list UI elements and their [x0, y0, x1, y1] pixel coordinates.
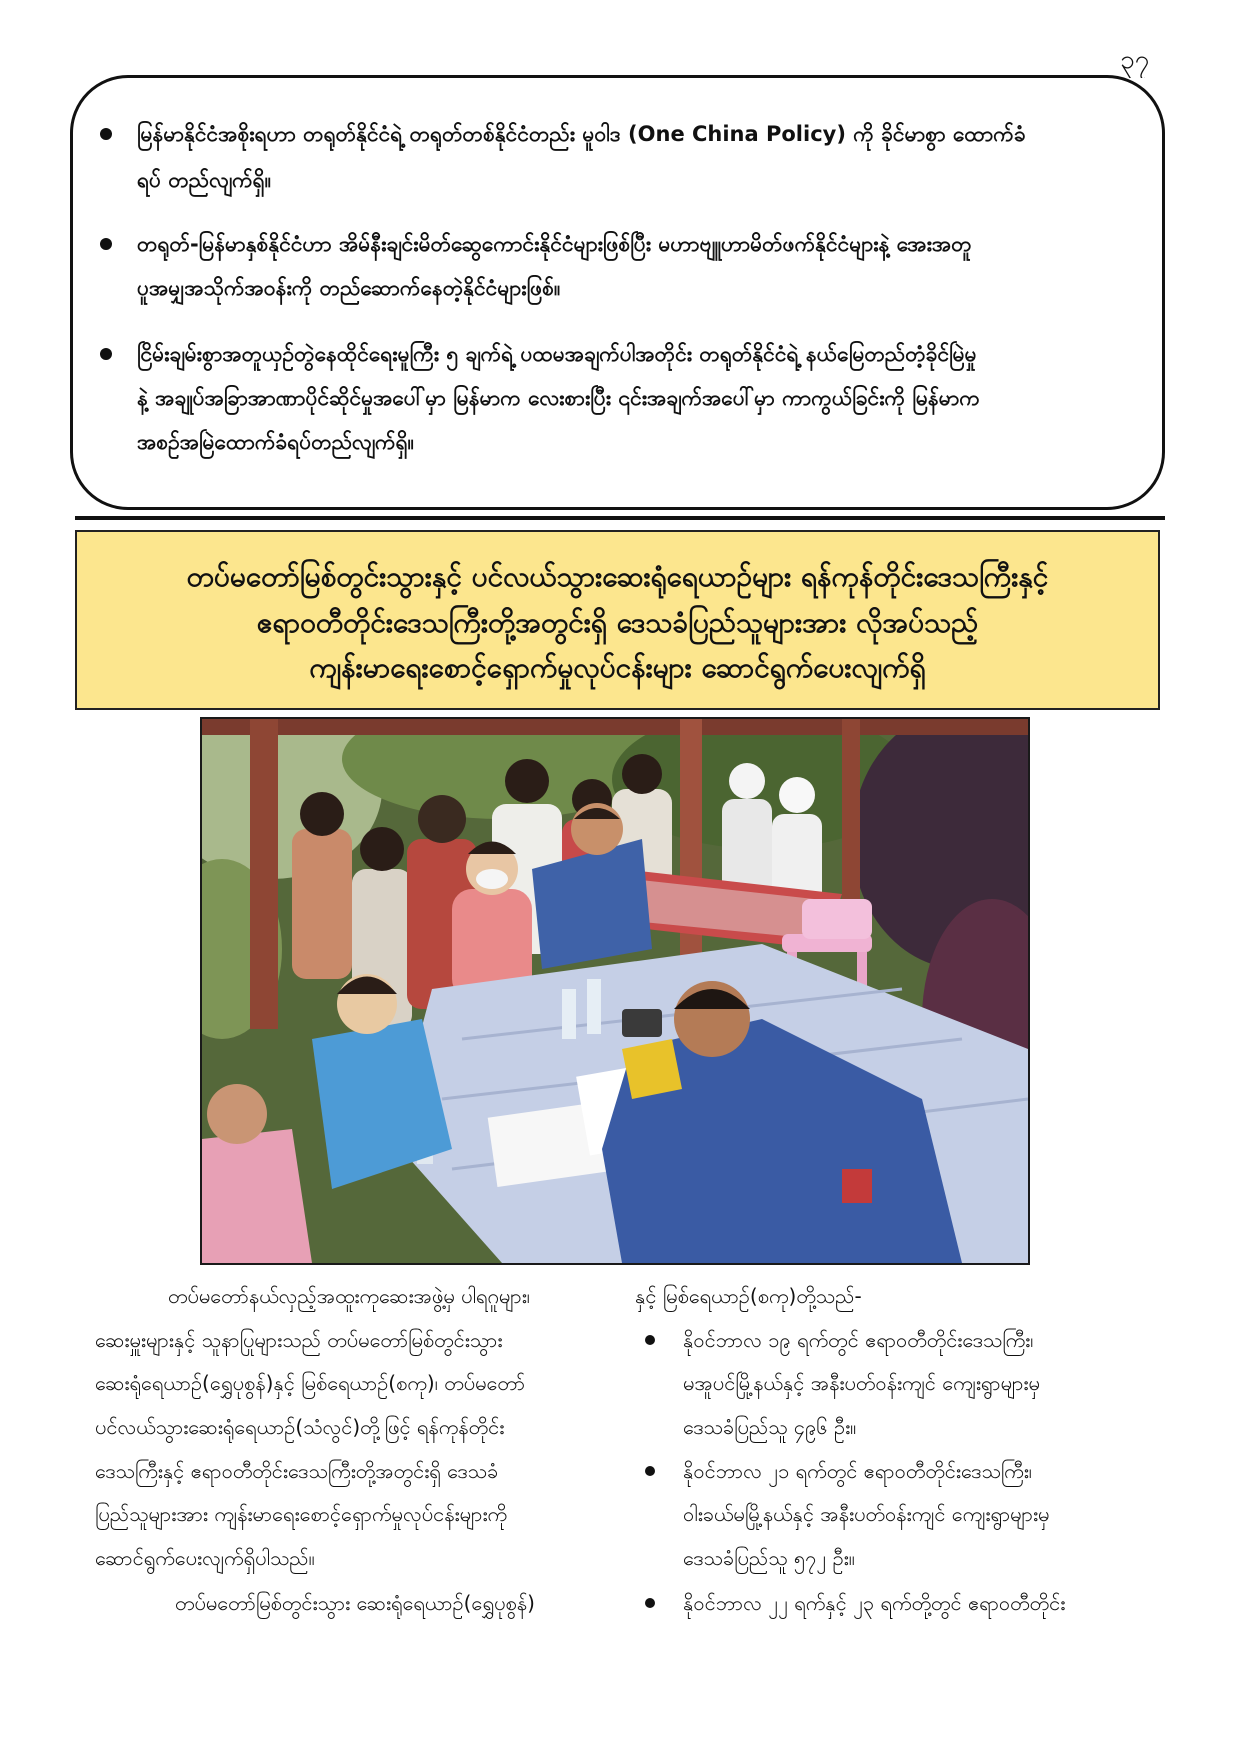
list-item-2-line-3: ဒေသခံပြည်သူ ၅၇၂ ဦး။ [683, 1546, 855, 1570]
bullet-icon [645, 1335, 655, 1345]
list-item-2-line-2: ဝါးခယ်မမြို့နယ်နှင့် အနီးပတ်ဝန်းကျင် ကျေးရွာများမှ [683, 1502, 1050, 1526]
right-column-intro: နှင့် မြစ်ရေယာဉ်(စကု)တို့သည်- [635, 1284, 862, 1308]
paragraph-1-line-2: ဆေးမှူးများနှင့် သူနာပြုများသည် တပ်မတော်မြစ်တွင်းသွား [95, 1328, 503, 1352]
summary-bullet-2-line-1: တရုတ်-မြန်မာနှစ်နိုင်ငံဟာ အိမ်နီးချင်းမိတ်ဆွေကောင်းနိုင်ငံများဖြစ်ပြီး မဟာဗျူဟာမိတ်ဖက်နိုင်ငံများနဲ့ အေးအတူ [137, 232, 972, 256]
headline-line-2: ဧရာဝတီတိုင်းဒေသကြီးတို့အတွင်းရှိ ဒေသခံပြည်သူများအား လိုအပ်သည့် [256, 606, 979, 639]
paragraph-1-line-6: ပြည်သူများအား ကျန်းမာရေးစောင့်ရှောက်မှုလုပ်ငန်းများကို [95, 1502, 508, 1526]
paragraph-1-line-3: ဆေးရုံရေယာဉ်(ရွှေပုစွန်)နှင့် မြစ်ရေယာဉ်(စကု)၊ တပ်မတော် [95, 1371, 526, 1395]
list-item-3-line-1: နိုဝင်ဘာလ ၂၂ ရက်နှင့် ၂၃ ရက်တို့တွင် ဧရာဝတီတိုင်း [683, 1591, 1066, 1615]
list-item-1-line-3: ဒေသခံပြည်သူ ၄၉၆ ဦး။ [683, 1415, 857, 1439]
headline-line-3: ကျန်းမာရေးစောင့်ရှောက်မှုလုပ်ငန်းများ ဆောင်ရွက်ပေးလျက်ရှိ [309, 651, 926, 684]
list-item-1-line-1: နိုဝင်ဘာလ ၁၉ ရက်တွင် ဧရာဝတီတိုင်းဒေသကြီး၊ [683, 1328, 1034, 1352]
section-divider [75, 516, 1165, 520]
headline-box [75, 530, 1160, 710]
article-left-column [95, 1276, 600, 1656]
yellow-bag [622, 1039, 682, 1099]
summary-box [70, 75, 1165, 510]
bullet-icon [100, 348, 112, 360]
bullet-icon [645, 1466, 655, 1476]
summary-bullet-1-line-2: ရပ် တည်လျက်ရှိ။ [137, 168, 272, 192]
bullet-icon [100, 128, 112, 140]
paragraph-1-line-5: ဒေသကြီးနှင့် ဧရာဝတီတိုင်းဒေသကြီးတို့အတွင်းရှိ ဒေသခံ [95, 1459, 499, 1483]
photo-illustration [202, 719, 1028, 1263]
summary-bullet-3-line-1: ငြိမ်းချမ်းစွာအတူယှဉ်တွဲနေထိုင်ရေးမူကြီး ၅ ချက်ရဲ့ ပထမအချက်ပါအတိုင်း တရုတ်နိုင်ငံရဲ့ နယ်မြေတည်တံ့ခိုင်မြဲမှု [137, 342, 977, 366]
paragraph-1-line-7: ဆောင်ရွက်ပေးလျက်ရှိပါသည်။ [95, 1546, 315, 1570]
article-photo [200, 717, 1030, 1265]
summary-bullet-2-line-2: ပူအမျှအသိုက်အဝန်းကို တည်ဆောက်နေတဲ့နိုင်ငံများဖြစ်။ [137, 276, 561, 300]
bullet-icon [100, 238, 112, 250]
paragraph-2-line-1: တပ်မတော်မြစ်တွင်းသွား ဆေးရုံရေယာဉ်(ရွှေပုစွန်) [175, 1591, 535, 1615]
article-right-column [635, 1276, 1150, 1656]
headline-line-1: တပ်မတော်မြစ်တွင်းသွားနှင့် ပင်လယ်သွားဆေးရုံရေယာဉ်များ ရန်ကုန်တိုင်းဒေသကြီးနှင့် [186, 560, 1049, 593]
page-number: ၃၇ [1120, 45, 1150, 75]
paragraph-1-line-4: ပင်လယ်သွားဆေးရုံရေယာဉ်(သံလွင်)တို့ဖြင့် ရန်ကုန်တိုင်း [95, 1415, 505, 1439]
summary-bullet-1-line-1: မြန်မာနိုင်ငံအစိုးရဟာ တရုတ်နိုင်ငံရဲ့ တရုတ်တစ်နိုင်ငံတည်း မူဝါဒ (One China Policy) ကို ခိုင်မာစွာ ထောက်ခံ [137, 122, 1026, 146]
bullet-icon [645, 1598, 655, 1608]
summary-bullet-3-line-2: နဲ့ အချုပ်အခြာအာဏာပိုင်ဆိုင်မှုအပေါ်မှာ မြန်မာက လေးစားပြီး ၎င်းအချက်အပေါ်မှာ ကာကွယ်ခြင်းကို မြန်မာက [137, 386, 980, 410]
summary-bullet-3-line-3: အစဉ်အမြဲထောက်ခံရပ်တည်လျက်ရှိ။ [137, 430, 414, 454]
list-item-2-line-1: နိုဝင်ဘာလ ၂၁ ရက်တွင် ဧရာဝတီတိုင်းဒေသကြီး၊ [683, 1459, 1032, 1483]
paragraph-1-line-1: တပ်မတော်နယ်လှည့်အထူးကုဆေးအဖွဲ့မှ ပါရဂူများ၊ [168, 1284, 530, 1308]
list-item-1-line-2: မအူပင်မြို့နယ်နှင့် အနီးပတ်ဝန်းကျင် ကျေးရွာများမှ [683, 1371, 1040, 1395]
